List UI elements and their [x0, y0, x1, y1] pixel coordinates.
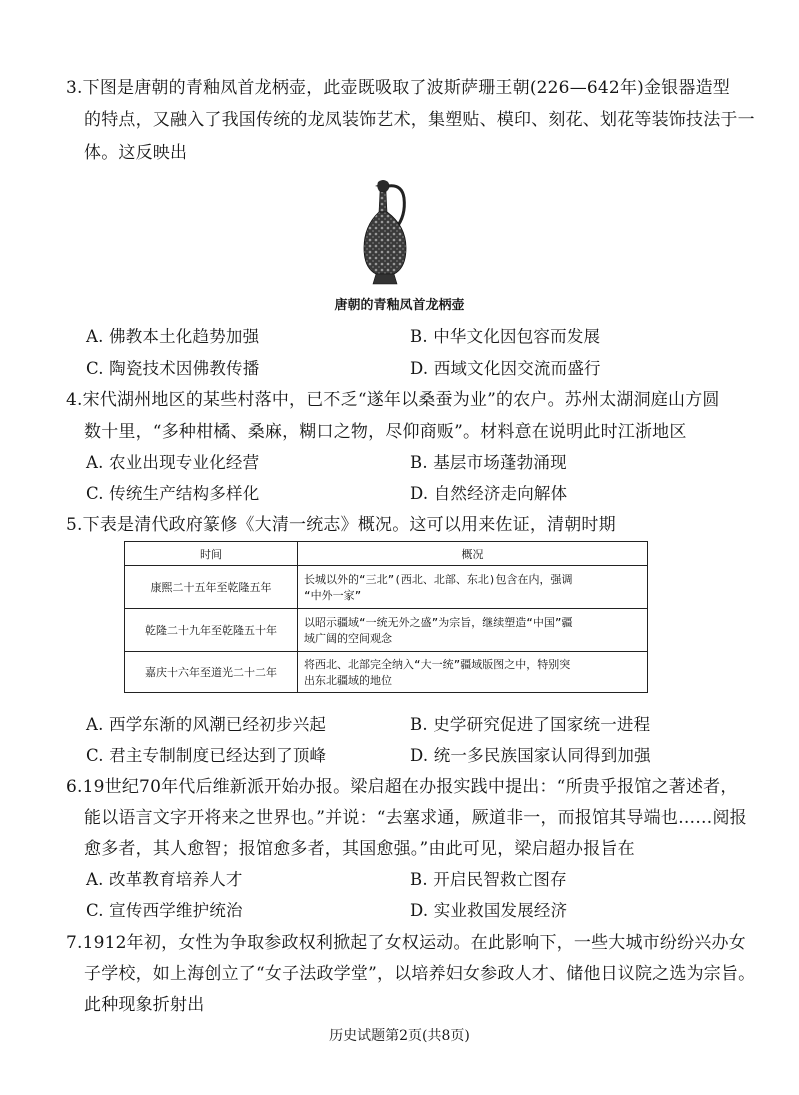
q3-line2: 的特点，又融入了我国传统的龙凤装饰艺术，集塑贴、模印、刻花、划花等装饰技法于一: [84, 110, 755, 130]
table-header-time: 时间: [125, 542, 298, 566]
q6-line2: 能以语言文字开将来之世界也。”并说：“去塞求通，厥道非一，而报馆其导端也……阅报: [84, 808, 747, 828]
table-cell-summary-line: 将西北、北部完全纳入“大一统”疆域版图之中，特别突: [304, 658, 571, 671]
q4-option-c: C. 传统生产结构多样化: [86, 484, 260, 503]
q6-option-b: B. 开启民智救亡图存: [410, 870, 567, 889]
page-footer: 历史试题第2页(共8页): [329, 1028, 470, 1044]
table-cell-summary: [298, 652, 648, 693]
table-cell-summary-line: 以昭示疆域“一统无外之盛”为宗旨，继续塑造“中国”疆: [304, 616, 573, 629]
table-cell-summary-line: “中外一家”: [304, 589, 362, 602]
table-header-summary: 概况: [298, 542, 648, 566]
table-row: [125, 652, 648, 693]
q4-line1: 4.宋代湖州地区的某些村落中，已不乏“遂年以桑蚕为业”的农户。苏州太湖洞庭山方圆: [66, 390, 720, 410]
q6-option-a: A. 改革教育培养人才: [86, 870, 243, 889]
image-caption: 唐朝的青釉凤首龙柄壶: [334, 298, 465, 313]
q6-line3: 愈多者，其人愈智；报馆愈多者，其国愈强。”由此可见，梁启超办报旨在: [84, 839, 635, 859]
q7-line3: 此种现象折射出: [84, 995, 205, 1015]
q5-option-d: D. 统一多民族国家认同得到加强: [410, 746, 651, 765]
q5-line1: 5.下表是清代政府篆修《大清一统志》概况。这可以用来佐证，清朝时期: [66, 515, 616, 535]
table-cell-summary-line: 长城以外的“三北”(西北、北部、东北)包含在内，强调: [304, 573, 573, 586]
q7-line1: 7.1912年初，女性为争取参政权利掀起了女权运动。在此影响下，一些大城市纷纷兴办女: [66, 933, 746, 953]
q3-option-a: A. 佛教本土化趋势加强: [86, 327, 260, 346]
table-row: [125, 609, 648, 652]
q3-option-b: B. 中华文化因包容而发展: [410, 327, 601, 346]
q4-option-b: B. 基层市场蓬勃涌现: [410, 453, 567, 472]
yitongzhi-table: [124, 541, 648, 693]
q5-option-c: C. 君主专制制度已经达到了顶峰: [86, 746, 327, 765]
q5-option-a: A. 西学东渐的风潮已经初步兴起: [86, 715, 327, 734]
q4-option-d: D. 自然经济走向解体: [410, 484, 568, 503]
q3-option-d: D. 西域文化因交流而盛行: [410, 359, 601, 378]
table-header-row: [125, 542, 648, 566]
q7-line2: 子学校，如上海创立了“女子法政学堂”，以培养妇女参政人才、储他日议院之选为宗旨。: [84, 964, 756, 984]
table-cell-summary-line: 出东北疆域的地位: [304, 674, 392, 687]
table-cell-time: 嘉庆十六年至道光二十二年: [125, 652, 298, 693]
q4-line2: 数十里，“多种柑橘、桑麻，糊口之物，尽仰商贩”。材料意在说明此时江浙地区: [84, 422, 687, 442]
table-cell-summary: [298, 566, 648, 609]
table-cell-summary: [298, 609, 648, 652]
table-cell-summary-line: 域广阔的空间观念: [304, 632, 392, 645]
q6-option-d: D. 实业救国发展经济: [410, 901, 568, 920]
q3-line3: 体。这反映出: [84, 143, 188, 163]
table-row: [125, 566, 648, 609]
q3-line1: 3.下图是唐朝的青釉凤首龙柄壶，此壶既吸取了波斯萨珊王朝(226—642年)金银器造型: [66, 78, 730, 98]
celadon-ewer-image: [350, 178, 420, 288]
q6-option-c: C. 宣传西学维护统治: [86, 901, 243, 920]
q3-option-c: C. 陶瓷技术因佛教传播: [86, 359, 260, 378]
table-cell-time: 康熙二十五年至乾隆五年: [125, 566, 298, 609]
table-cell-time: 乾隆二十九年至乾隆五十年: [125, 609, 298, 652]
q5-option-b: B. 史学研究促进了国家统一进程: [410, 715, 651, 734]
q4-option-a: A. 农业出现专业化经营: [86, 453, 260, 472]
q6-line1: 6.19世纪70年代后维新派开始办报。梁启超在办报实践中提出：“所贵乎报馆之著述者，: [66, 777, 738, 797]
